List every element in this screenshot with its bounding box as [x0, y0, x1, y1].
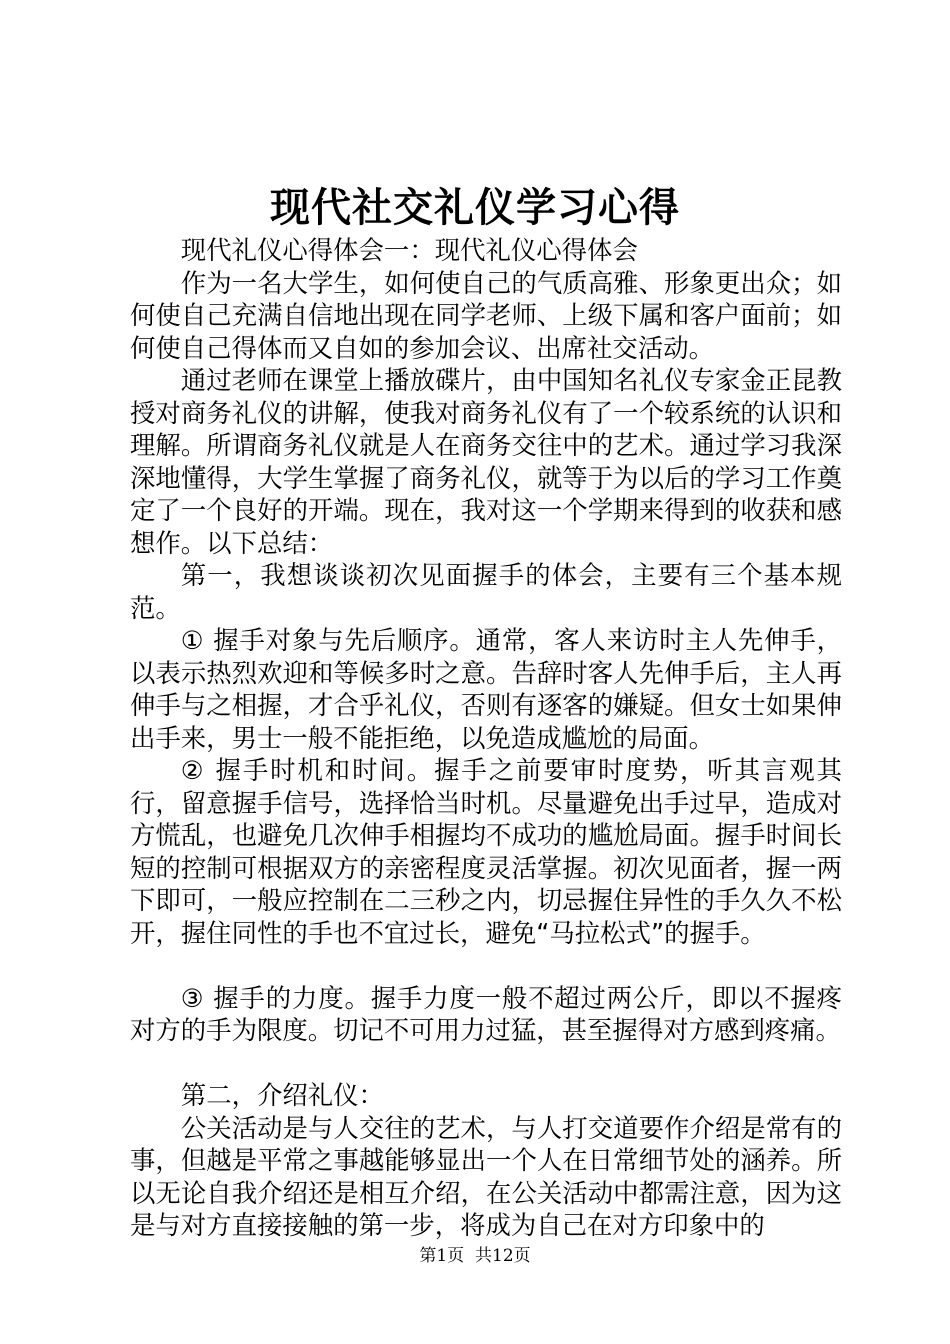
document-title: 现代社交礼仪学习心得 [270, 184, 680, 231]
paragraph: 公关活动是与人交往的艺术，与人打交道要作介绍是常有的事，但越是平常之事越能够显出一个人在日常细节处的涵养。所以无论自我介绍还是相互介绍，在公关活动中都需注意，因为这是与对方直接接触的第一步，将成为自己在对方印象中的 [130, 1112, 842, 1240]
paragraph: 通过老师在课堂上播放碟片，由中国知名礼仪专家金正昆教授对商务礼仪的讲解，使我对商务礼仪有了一个较系统的认识和理解。所谓商务礼仪就是人在商务交往中的艺术。通过学习我深深地懂得，大学生掌握了商务礼仪，就等于为以后的学习工作奠定了一个良好的开端。现在，我对这一个学期来得到的收获和感想作。以下总结： [130, 365, 842, 558]
page-footer [0, 1244, 950, 1268]
page-total: 共12页 [475, 1246, 531, 1266]
paragraph: ③ 握手的力度。握手力度一般不超过两公斤，即以不握疼对方的手为限度。切记不可用力过猛，甚至握得对方感到疼痛。 [130, 982, 842, 1045]
page-number: 第1页 [419, 1246, 465, 1266]
paragraph: ① 握手对象与先后顺序。通常，客人来访时主人先伸手，以表示热烈欢迎和等候多时之意。告辞时客人先伸手后，主人再伸手与之相握，才合乎礼仪，否则有逐客的嫌疑。但女士如果伸出手来，男士一般不能拒绝，以免造成尴尬的局面。 [130, 625, 842, 753]
paragraph: 现代礼仪心得体会一：现代礼仪心得体会 [180, 235, 638, 265]
document-body [130, 234, 842, 1242]
paragraph: 第一，我想谈谈初次见面握手的体会，主要有三个基本规范。 [130, 560, 842, 623]
paragraph: 作为一名大学生，如何使自己的气质高雅、形象更出众；如何使自己充满自信地出现在同学老师、上级下属和客户面前；如何使自己得体而又自如的参加会议、出席社交活动。 [130, 267, 842, 363]
paragraph: ② 握手时机和时间。握手之前要审时度势，听其言观其行，留意握手信号，选择恰当时机。尽量避免出手过早，造成对方慌乱，也避免几次伸手相握均不成功的尴尬局面。握手时间长短的控制可根据双方的亲密程度灵活掌握。初次见面者，握一两下即可，一般应控制在二三秒之内，切忌握住异性的手久久不松开，握住同性的手也不宜过长，避免“马拉松式”的握手。 [130, 755, 842, 948]
paragraph: 第二，介绍礼仪： [180, 1080, 384, 1110]
